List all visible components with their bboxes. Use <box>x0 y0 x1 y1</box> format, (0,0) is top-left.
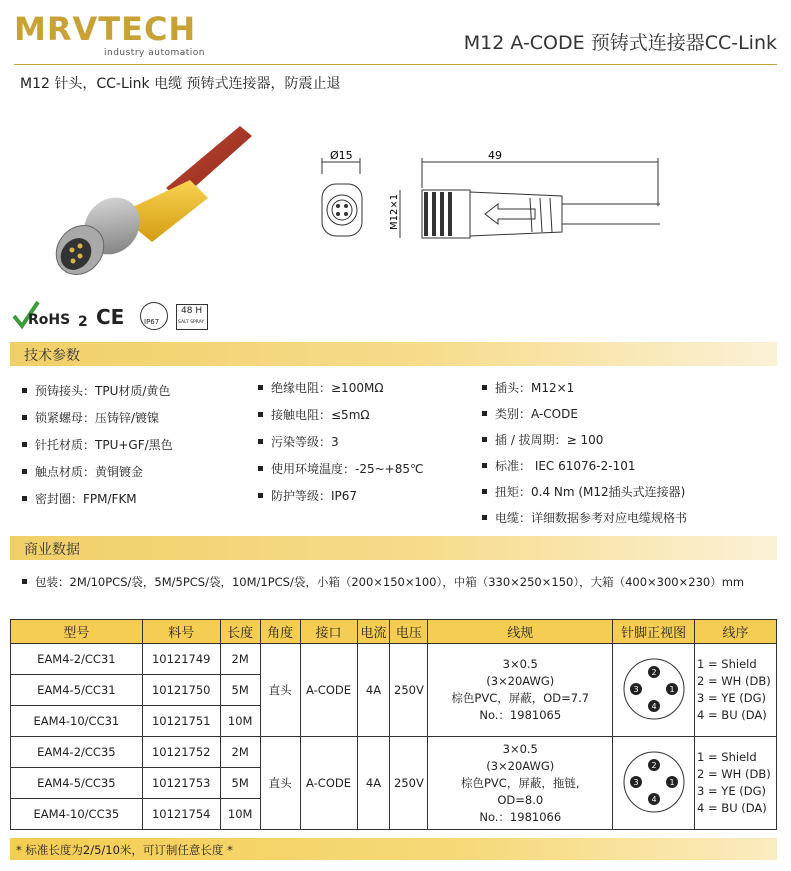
spec-item: 针托材质：TPU+GF/黑色 <box>22 436 173 463</box>
col-header: 针脚正视图 <box>613 620 695 644</box>
interface-cell: A-CODE <box>300 737 357 830</box>
spec-item: 标准： IEC 61076-2-101 <box>482 457 687 483</box>
table-row: EAM4-5/CC35 10121753 5M <box>11 768 777 799</box>
footnote-text: * 标准长度为2/5/10米，可订制任意长度 * <box>16 843 233 857</box>
header-divider <box>14 64 777 65</box>
wire-order-cell: 1 = Shield 2 = WH (DB) 3 = YE (DG) 4 = BU (DA) <box>695 644 777 737</box>
spec-item: 密封圈：FPM/FKM <box>22 490 173 517</box>
col-header: 线序 <box>695 620 777 644</box>
brand-logo <box>14 12 224 64</box>
dim-diameter: Ø15 <box>330 149 353 162</box>
spec-item: 类别：A-CODE <box>482 405 687 431</box>
pin-diagram-icon <box>622 654 686 724</box>
spec-column-1 <box>22 382 173 517</box>
product-subtitle: M12 针头，CC-Link 电缆 预铸式连接器，防震止退 <box>20 76 341 92</box>
product-table <box>10 619 777 830</box>
logo-text: MRVTECH <box>14 10 197 48</box>
spec-item: 锁紧螺母：压铸锌/镀镍 <box>22 409 173 436</box>
col-header: 线规 <box>428 620 613 644</box>
spec-item: 触点材质：黄铜镀金 <box>22 463 173 490</box>
voltage-cell: 250V <box>390 737 428 830</box>
col-header: 接口 <box>300 620 357 644</box>
gauge-cell: 3×0.5 (3×20AWG) 棕色PVC，屏蔽，OD=7.7 No.：1981065 <box>428 644 613 737</box>
col-header: 电压 <box>390 620 428 644</box>
ce-mark-icon: CE <box>96 305 125 329</box>
pin-front-view <box>613 737 695 830</box>
interface-cell: A-CODE <box>300 644 357 737</box>
table-row: EAM4-5/CC31 10121750 5M <box>11 675 777 706</box>
table-row: EAM4-10/CC35 10121754 10M <box>11 799 777 830</box>
svg-text:2: 2 <box>651 667 657 677</box>
spec-item: 使用环境温度：-25~+85℃ <box>258 460 423 487</box>
spec-item: 绝缘电阻：≥100MΩ <box>258 379 423 406</box>
table-header-row <box>11 620 777 644</box>
dim-thread: M12×1 <box>389 193 400 230</box>
table-row: EAM4-2/CC31 10121749 2M 直头 A-CODE 4A 250V 3×0.5 (3×20AWG) 棕色PVC，屏蔽，OD=7.7 No.：1981065 2 3 4 1 1 = Shield 2 = WH (DB) 3 = YE (DG) 4 = BU (DA) <box>11 644 777 675</box>
dimension-drawing <box>300 148 670 248</box>
logo-tagline: industry automation <box>104 48 206 58</box>
wire-order-cell: 1 = Shield 2 = WH (DB) 3 = YE (DG) 4 = BU (DA) <box>695 737 777 830</box>
svg-text:1: 1 <box>669 777 675 787</box>
spec-column-2 <box>258 379 423 514</box>
current-cell: 4A <box>357 737 390 830</box>
spec-item: 接触电阻：≤5mΩ <box>258 406 423 433</box>
footnote-bar <box>10 838 777 860</box>
spec-item: 电缆：详细数据参考对应电缆规格书 <box>482 509 687 535</box>
current-cell: 4A <box>357 644 390 737</box>
col-header: 长度 <box>220 620 260 644</box>
col-header: 料号 <box>142 620 220 644</box>
angle-cell: 直头 <box>260 737 300 830</box>
spec-item: 插 / 拔周期：≥ 100 <box>482 431 687 457</box>
spec-item: 插头：M12×1 <box>482 379 687 405</box>
angle-cell: 直头 <box>260 644 300 737</box>
pin-front-view <box>613 644 695 737</box>
product-photo <box>40 118 270 288</box>
dim-length: 49 <box>488 149 502 162</box>
spec-item: 扭矩：0.4 Nm (M12插头式连接器) <box>482 483 687 509</box>
col-header: 型号 <box>11 620 143 644</box>
ip67-icon: IP67 <box>140 302 168 330</box>
page-title: M12 A-CODE 预铸式连接器CC-Link <box>463 32 777 54</box>
spec-item: 防护等级：IP67 <box>258 487 423 514</box>
rohs-icon: RoHS 2 <box>12 298 92 332</box>
table-row: EAM4-10/CC31 10121751 10M <box>11 706 777 737</box>
section-tech-specs: 技术参数 <box>10 342 777 366</box>
svg-text:3: 3 <box>633 684 639 694</box>
spec-item: 污染等级：3 <box>258 433 423 460</box>
col-header: 角度 <box>260 620 300 644</box>
spec-item: 预铸接头：TPU材质/黄色 <box>22 382 173 409</box>
section-business-data: 商业数据 <box>10 536 777 560</box>
svg-text:3: 3 <box>633 777 639 787</box>
spec-column-3 <box>482 379 687 535</box>
svg-text:1: 1 <box>669 684 675 694</box>
pin-diagram-icon <box>622 747 686 817</box>
svg-text:4: 4 <box>651 794 657 804</box>
svg-text:2: 2 <box>651 760 657 770</box>
voltage-cell: 250V <box>390 644 428 737</box>
packaging-info: 包装：2M/10PCS/袋，5M/5PCS/袋，10M/1PCS/袋，小箱（200×150×100），中箱（330×250×150），大箱（400×300×230）mm <box>22 574 744 590</box>
col-header: 电流 <box>357 620 390 644</box>
svg-text:4: 4 <box>651 701 657 711</box>
table-row: EAM4-2/CC35 10121752 2M 直头 A-CODE 4A 250V 3×0.5 (3×20AWG) 棕色PVC，屏蔽，拖链, OD=8.0 No.：1981066 2 3 4 1 1 = Shield 2 = WH (DB) 3 = YE (DG) 4 = BU (DA) <box>11 737 777 768</box>
salt-spray-icon: 48 H SALT SPRAY <box>176 304 208 330</box>
gauge-cell: 3×0.5 (3×20AWG) 棕色PVC，屏蔽，拖链, OD=8.0 No.：1981066 <box>428 737 613 830</box>
